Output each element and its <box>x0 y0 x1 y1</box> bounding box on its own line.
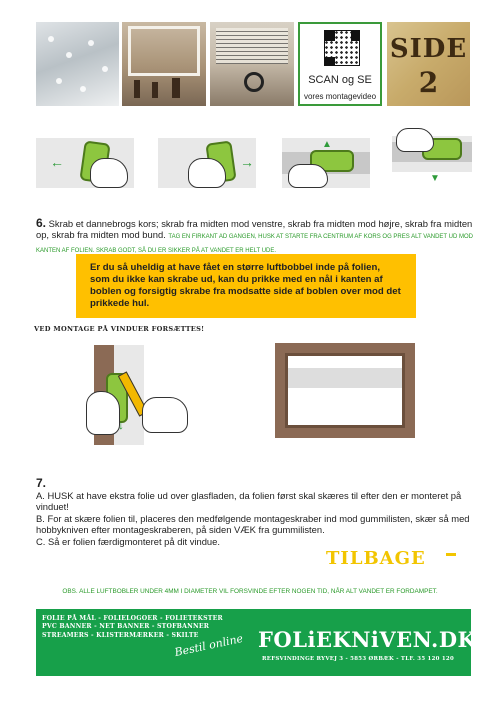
side-word: SIDE <box>389 34 468 64</box>
step-6 <box>36 218 476 257</box>
arrow-down-icon: ▼ <box>430 173 440 184</box>
qr-subtitle: vores montagevideo <box>303 92 377 101</box>
hand-icon <box>86 391 120 435</box>
footer-banner <box>36 609 477 676</box>
hand-icon <box>396 128 434 152</box>
window-decor-photo <box>122 22 206 106</box>
music-window-photo <box>210 22 294 106</box>
step-7-b: B. For at skære folien til, placeres den medfølgende montageskraber ind mod gummilisten, skær så med hobbykniven efter montageskraberen, på siden VÆK fra gummilisten. <box>36 512 470 535</box>
illustration-knife-cut <box>86 345 206 445</box>
qr-title: SCAN og SE <box>308 74 372 86</box>
page-side-badge <box>387 22 470 106</box>
footer-address: REFSVINDINGE RYVEJ 3 - 5853 ØRBÆK - TLF. 35 120 120 <box>262 656 455 662</box>
hand-icon <box>90 158 128 188</box>
hand-icon <box>142 397 188 433</box>
frosted-window-photo <box>36 22 119 106</box>
step-7-number: 7. <box>36 476 47 490</box>
hand-icon <box>288 164 328 188</box>
arrow-left-icon: ← <box>50 154 64 170</box>
step-6-note: TAG EN FIRKANT AD GANGEN, HUSK AT STARTE FRA CENTRUM AF KORS OG PRES ALT VANDET UD MOD KANTEN AF FOLIEN. SKRAB GODT, SÅ DU ER SIKKER PÅ AT VANDET ER HELT UDE. <box>36 234 473 254</box>
section-title: VED MONTAGE PÅ VINDUER FORSÆTTES! <box>34 325 205 333</box>
illustration-scrape-right <box>158 138 256 188</box>
illustration-scrape-left <box>36 138 134 188</box>
step-7 <box>36 478 476 547</box>
side-number: 2 <box>418 66 439 99</box>
footer-line-3: STREAMERS - KLISTERMÆRKER - SKILTE <box>42 631 199 639</box>
arrow-down-icon: ↓ <box>118 418 124 432</box>
order-online-text: Bestil online <box>173 631 245 660</box>
hand-icon <box>188 158 226 188</box>
window-illustration <box>275 343 415 438</box>
illustration-scrape-up <box>282 138 370 188</box>
obs-note: OBS. ALLE LUFTBOBLER UNDER 4MM I DIAMETER VIL FORSVINDE EFTER NOGEN TID, NÅR ALT VANDET ER FORDAMPET. <box>62 588 438 595</box>
arrow-right-icon: → <box>240 154 254 170</box>
arrow-up-icon: ▲ <box>322 139 332 150</box>
qr-code-box[interactable] <box>298 22 382 106</box>
footer-line-1: FOLIE PÅ MÅL - FOLIELOGOER - FOLIETEKSTER <box>42 615 223 622</box>
step-6-text: Skrab et dannebrogs kors; skrab fra midten mod venstre, skrab fra midten mod højre, skrab fra midten op, skrab fra midten mod bund. <box>36 218 473 240</box>
air-bubble-tip-box <box>76 254 416 318</box>
illustration-scrape-down <box>392 128 472 188</box>
step-7-c: C. Så er folien færdigmonteret på dit vindue. <box>36 535 220 547</box>
step-6-number: 6. <box>36 216 47 230</box>
footer-line-2: PVC BANNER - NET BANNER - STOFBANNER <box>42 623 210 631</box>
back-arrow-icon[interactable] <box>446 553 456 556</box>
step-7-a: A. HUSK at have ekstra folie ud over glasfladen, da folien først skal skæres til efter den er monteret på vinduet! <box>36 489 462 512</box>
brand-logo[interactable]: FOLiEKNiVEN.DK <box>258 627 477 652</box>
back-link[interactable]: TILBAGE <box>326 548 426 569</box>
tip-text: Er du så uheldig at have fået en større luftbobbel inde på folien, som du ikke kan skrabe ud, kan du prikke med en nål i kanten af boblen og forsigtig skrabe fra modsatte side af boblen over mod det prikkede hul. <box>90 262 401 309</box>
